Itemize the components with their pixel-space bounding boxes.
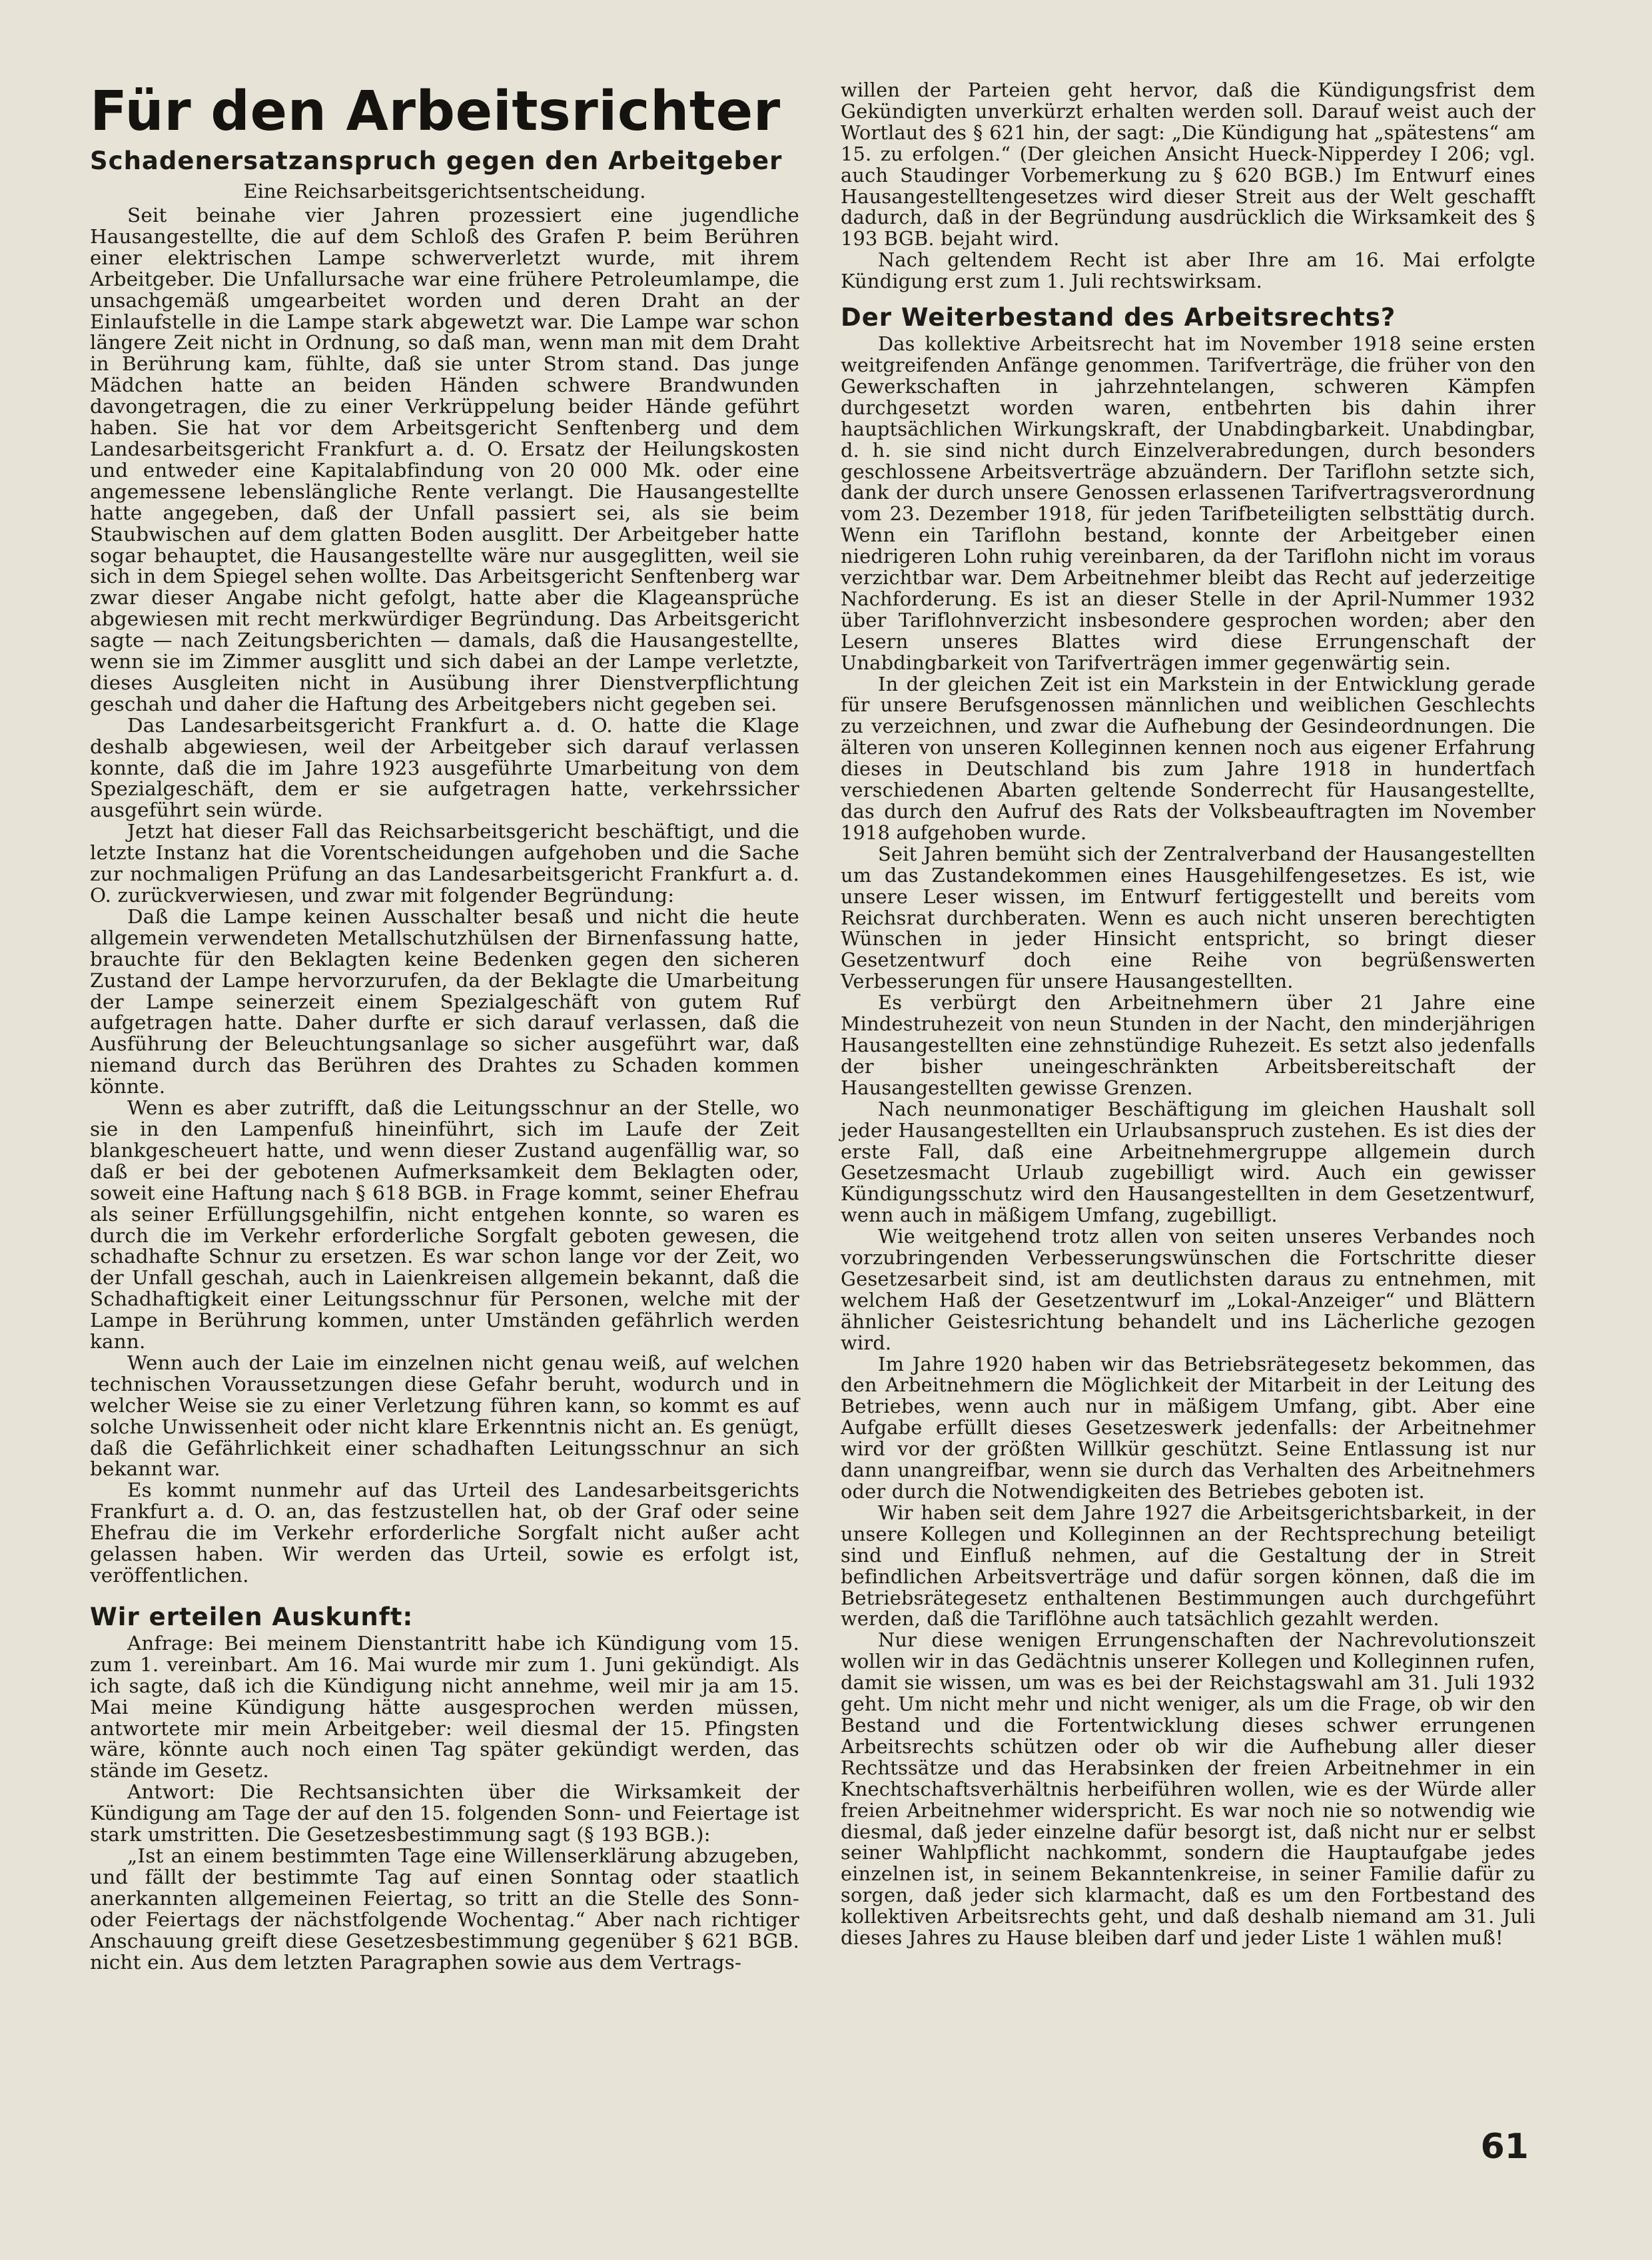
weiterbestand-paragraph: Seit Jahren bemüht sich der Zentralverband der Hausangestellten um das Zustandekommen eines Hausgehilfengesetzes. Es ist, wie unsere Leser wissen, im Entwurf fertiggestellt und bereits vom Reichsrat durchberaten. Wenn es auch nicht unseren berechtigten Wünschen in jeder Hinsicht entspricht, so bringt dieser Gesetzentwurf doch eine Reihe von begrüßenswerten Verbesserungen für unsere Hausangestellten.	[841, 842, 1535, 993]
article-subtitle: Schadenersatzanspruch gegen den Arbeitgeber	[90, 147, 783, 175]
weiterbestand-paragraph: Nach neunmonatiger Beschäftigung im gleichen Haushalt soll jeder Hausangestellten ein Urlaubsanspruch zustehen. Es ist dies der erste Fall, daß eine Arbeitnehmergruppe allgemein durch Gesetzesmacht Urlaub zugebilligt wird. Auch ein gewisser Kündigungsschutz wird den Hausangestellten in dem Gesetzentwurf, wenn auch in mäßigem Umfang, zugebilligt.	[841, 1097, 1535, 1227]
auskunft-continuation: willen der Parteien geht hervor, daß die Kündigungsfrist dem Gekündigten unverkürzt erhalten werden soll. Darauf weist auch der Wortlaut des § 621 hin, der sagt: „Die Kündigung hat „spätestens“ am 15. zu erfolgen.“ (Der gleichen Ansicht Hueck-Nipperdey I 206; vgl. auch Staudinger Vorbemerkung zu § 620 BGB.) Im Entwurf eines Hausangestelltengesetzes wird dieser Streit aus der Welt geschafft dadurch, daß in der Begründung ausdrücklich die Wirksamkeit des § 193 BGB. bejaht wird.	[841, 79, 1535, 250]
weiterbestand-paragraph: Wie weitgehend trotz allen von seiten unseres Verbandes noch vorzubringenden Verbesserungswünschen die Fortschritte dieser Gesetzesarbeit sind, ist am deutlichsten daraus zu entnehmen, mit welchem Haß der Gesetzentwurf im „Lokal-Anzeiger“ und Blättern ähnlicher Geistesrichtung behandelt und ins Lächerliche gezogen wird.	[841, 1225, 1535, 1354]
article-title: Für den Arbeitsrichter	[90, 80, 781, 143]
weiterbestand-paragraph: In der gleichen Zeit ist ein Markstein in der Entwicklung gerade für unsere Berufsgenossen männlichen und weiblichen Geschlechts zu verzeichnen, und zwar die Aufhebung der Gesindeordnungen. Die älteren von unseren Kolleginnen kennen noch aus eigener Erfahrung dieses in Deutschland bis zum Jahre 1918 in hundertfach verschiedenen Abarten geltende Sonderrecht für Hausangestellte, das durch den Aufruf des Rats der Volksbeauftragten im November 1918 aufgehoben wurde.	[841, 672, 1535, 844]
weiterbestand-heading: Der Weiterbestand des Arbeitsrechts?	[841, 303, 1396, 332]
weiterbestand-paragraph: Nur diese wenigen Errungenschaften der Nachrevolutionszeit wollen wir in das Gedächtnis unserer Kollegen und Kolleginnen rufen, damit sie wissen, um was es bei der Reichstagswahl am 31. Juli 1932 geht. Um nicht mehr und nicht weniger, als um die Frage, ob wir den Bestand und die Fortentwicklung dieses schwer errungenen Arbeitsrechts schützen oder ob wir die Aufhebung aller dieser Rechtssätze und das Herabsinken der freien Arbeitnehmer in ein Knechtschaftsverhältnis herbeiführen wollen, wie es der Würde aller freien Arbeitnehmer widerspricht. Es war noch nie so notwendig wie diesmal, daß jeder einzelne dafür besorgt ist, daß nicht nur er selbst seiner Wahlpflicht nachkommt, sondern die Hauptaufgabe jedes einzelnen ist, in seinem Bekanntenkreise, in seiner Familie dafür zu sorgen, daß jeder sich klarmacht, daß es um den Fortbestand des kollektiven Arbeitsrechts geht, und daß deshalb niemand am 31. Juli dieses Jahres zu Hause bleiben darf und jeder Liste 1 wählen muß!	[841, 1629, 1535, 1950]
weiterbestand-paragraph: Im Jahre 1920 haben wir das Betriebsrätegesetz bekommen, das den Arbeitnehmern die Möglichkeit der Mitarbeit in der Leitung des Betriebes, wenn auch nur in mäßigem Umfang, gibt. Aber eine Aufgabe erfüllt dieses Gesetzeswerk jedenfalls: der Arbeitnehmer wird vor der größten Willkür geschützt. Seine Entlassung ist nur dann unangreifbar, wenn sie durch das Verhalten des Arbeitnehmers oder durch die Notwendigkeiten des Betriebes geboten ist.	[841, 1352, 1535, 1503]
auskunft-paragraph: „Ist an einem bestimmten Tage eine Willenserklärung abzugeben, und fällt der bestimmte Tag auf einen Sonntag oder staatlich anerkannten allgemeinen Feiertag, so tritt an die Stelle des Sonn- oder Feiertags der nächstfolgende Wochentag.“ Aber nach richtiger Anschauung greift diese Gesetzesbestimmung gegenüber § 621 BGB. nicht ein. Aus dem letzten Paragraphen sowie aus dem Vertrags-	[90, 1844, 799, 1974]
weiterbestand-paragraph: Es verbürgt den Arbeitnehmern über 21 Jahre eine Mindestruhezeit von neun Stunden in der Nacht, den minderjährigen Hausangestellten eine zehnstündige Ruhezeit. Es setzt also jedenfalls der bisher uneingeschränkten Arbeitsbereitschaft der Hausangestellten gewisse Grenzen.	[841, 991, 1535, 1099]
article-paragraph: Es kommt nunmehr auf das Urteil des Landesarbeitsgerichts Frankfurt a. d. O. an, das festzustellen hat, ob der Graf oder seine Ehefrau die im Verkehr erforderliche Sorgfalt nicht außer acht gelassen haben. Wir werden das Urteil, sowie es erfolgt ist, veröffentlichen.	[90, 1479, 799, 1587]
section-gap	[90, 1587, 799, 1601]
weiterbestand-paragraph: Wir haben seit dem Jahre 1927 die Arbeitsgerichtsbarkeit, in der unsere Kollegen und Kolleginnen an der Rechtsprechung beteiligt sind und Einfluß nehmen, auf die Gestaltung der in Streit befindlichen Arbeitsverträge und dafür sorgen können, daß die im Betriebsrätegesetz enthaltenen Bestimmungen auch durchgeführt werden, daß die Tariflöhne auch tatsächlich gezahlt werden.	[841, 1501, 1535, 1631]
auskunft-continuation: Nach geltendem Recht ist aber Ihre am 16. Mai erfolgte Kündigung erst zum 1. Juli rechtswirksam.	[841, 248, 1535, 293]
right-column	[841, 80, 1535, 1949]
article-paragraph: Seit beinahe vier Jahren prozessiert eine jugendliche Hausangestellte, die auf dem Schloß des Grafen P. beim Berühren einer elektrischen Lampe schwerverletzt wurde, mit ihrem Arbeitgeber. Die Unfallursache war eine frühere Petroleumlampe, die unsachgemäß umgearbeitet worden und deren Draht an der Einlaufstelle in die Lampe stark abgewetzt war. Die Lampe war schon längere Zeit nicht in Ordnung, so daß man, wenn man mit dem Draht in Berührung kam, fühlte, daß sie unter Strom stand. Das junge Mädchen hatte an beiden Händen schwere Brandwunden davongetragen, die zu einer Verkrüppelung beider Hände geführt haben. Sie hat vor dem Arbeitsgericht Senftenberg und dem Landesarbeitsgericht Frankfurt a. d. O. Ersatz der Heilungskosten und entweder eine Kapitalabfindung von 20 000 Mk. oder eine angemessene lebenslängliche Rente verlangt. Die Hausangestellte hatte angegeben, daß der Unfall passiert sei, als sie beim Staubwischen auf dem glatten Boden ausglitt. Der Arbeitgeber hatte sogar behauptet, die Hausangestellte wäre nur ausgeglitten, weil sie sich in dem Spiegel sehen wollte. Das Arbeitsgericht Senftenberg war zwar dieser Angabe nicht gefolgt, hatte aber die Klageansprüche abgewiesen mit recht merkwürdiger Begründung. Das Arbeitsgericht sagte — nach Zeitungsberichten — damals, daß die Hausangestellte, wenn sie im Zimmer ausglitt und sich dabei an der Lampe verletzte, dieses Ausgleiten nicht in Ausübung ihrer Dienstverpflichtung geschah und daher die Haftung des Arbeitgebers nicht gegeben sei.	[90, 204, 799, 715]
weiterbestand-paragraph: Das kollektive Arbeitsrecht hat im November 1918 seine ersten weitgreifenden Anfänge genommen. Tarifverträge, die früher von den Gewerkschaften in jahrzehntelangen, schweren Kämpfen durchgesetzt worden waren, entbehrten bis dahin ihrer hauptsächlichen Wirkungskraft, der Unabdingbarkeit. Unabdingbar, d. h. sie sind nicht durch Einzelverabredungen, durch besonders geschlossene Arbeitsverträge abzuändern. Der Tariflohn setzte sich, dank der durch unsere Genossen erlassenen Tarifvertragsverordnung vom 23. Dezember 1918, für jeden Tarifbeteiligten selbsttätig durch. Wenn ein Tariflohn bestand, konnte der Arbeitgeber einen niedrigeren Lohn ruhig vereinbaren, da der Tariflohn nicht im voraus verzichtbar war. Dem Arbeitnehmer bleibt das Recht auf jederzeitige Nachforderung. Es ist an dieser Stelle in der April-Nummer 1932 über Tariflohnverzicht insbesondere gesprochen worden; aber den Lesern unseres Blattes wird diese Errungenschaft der Unabdingbarkeit von Tarifverträgen immer gegenwärtig sein.	[841, 332, 1535, 674]
article-kicker: Eine Reichsarbeitsgerichtsentscheidung.	[243, 180, 646, 202]
auskunft-paragraph: Anfrage: Bei meinem Dienstantritt habe ich Kündigung vom 15. zum 1. vereinbart. Am 16. Mai wurde mir zum 1. Juni gekündigt. Als ich sagte, daß ich die Kündigung nicht annehme, weil mir ja am 15. Mai meine Kündigung hätte ausgesprochen werden müssen, antwortete mir mein Arbeitgeber: weil diesmal der 15. Pfingsten wäre, könnte auch noch einen Tag später gekündigt werden, das stände im Gesetz.	[90, 1631, 799, 1782]
auskunft-heading: Wir erteilen Auskunft:	[90, 1602, 414, 1631]
article-paragraph: Wenn auch der Laie im einzelnen nicht genau weiß, auf welchen technischen Voraussetzungen diese Gefahr beruht, wodurch und in welcher Weise sie zu einer Verletzung führen kann, so kommt es auf solche Unwissenheit oder nicht klare Erkenntnis nicht an. Es genügt, daß die Gefährlichkeit einer schadhaften Leitungsschnur an sich bekannt war.	[90, 1351, 799, 1481]
left-column	[90, 80, 799, 1973]
page-number: 61	[1480, 2127, 1529, 2167]
article-paragraph: Wenn es aber zutrifft, daß die Leitungsschnur an der Stelle, wo sie in den Lampenfuß hineinführt, sich im Laufe der Zeit blankgescheuert hatte, und wenn dieser Zustand augenfällig war, so daß er bei der gebotenen Aufmerksamkeit dem Beklagten oder, soweit eine Haftung nach § 618 BGB. in Frage kommt, seiner Ehefrau als seiner Erfüllungsgehilfin, nicht entgehen konnte, so waren es durch die im Verkehr erforderliche Sorgfalt geboten gewesen, die schadhafte Schnur zu ersetzen. Es war schon lange vor der Zeit, wo der Unfall geschah, auch in Laienkreisen allgemein bekannt, daß die Schadhaftigkeit einer Leitungsschnur für Personen, welche mit der Lampe in Berührung kommen, unter Umständen gefährlich werden kann.	[90, 1096, 799, 1353]
auskunft-paragraph: Antwort: Die Rechtsansichten über die Wirksamkeit der Kündigung am Tage der auf den 15. folgenden Sonn- und Feiertage ist stark umstritten. Die Gesetzesbestimmung sagt (§ 193 BGB.):	[90, 1780, 799, 1846]
section-gap	[841, 292, 1535, 302]
article-paragraph: Das Landesarbeitsgericht Frankfurt a. d. O. hatte die Klage deshalb abgewiesen, weil der Arbeitgeber sich darauf verlassen konnte, daß die im Jahre 1923 ausgeführte Umarbeitung von dem Spezialgeschäft, dem er sie aufgetragen hatte, verkehrssicher ausgeführt sein würde.	[90, 713, 799, 822]
article-paragraph: Daß die Lampe keinen Ausschalter besaß und nicht die heute allgemein verwendeten Metallschutzhülsen der Birnenfassung hatte, brauchte für den Beklagten keine Bedenken gegen den sicheren Zustand der Lampe hervorzurufen, da der Beklagte die Umarbeitung der Lampe seinerzeit einem Spezialgeschäft von gutem Ruf aufgetragen hatte. Daher durfte er sich darauf verlassen, daß die Ausführung der Beleuchtungsanlage so sicher ausgeführt war, daß niemand durch das Berühren des Drahtes zu Schaden kommen könnte.	[90, 905, 799, 1098]
article-paragraph: Jetzt hat dieser Fall das Reichsarbeitsgericht beschäftigt, und die letzte Instanz hat die Vorentscheidungen aufgehoben und die Sache zur nochmaligen Prüfung an das Landesarbeitsgericht Frankfurt a. d. O. zurückverwiesen, und zwar mit folgender Begründung:	[90, 820, 799, 907]
